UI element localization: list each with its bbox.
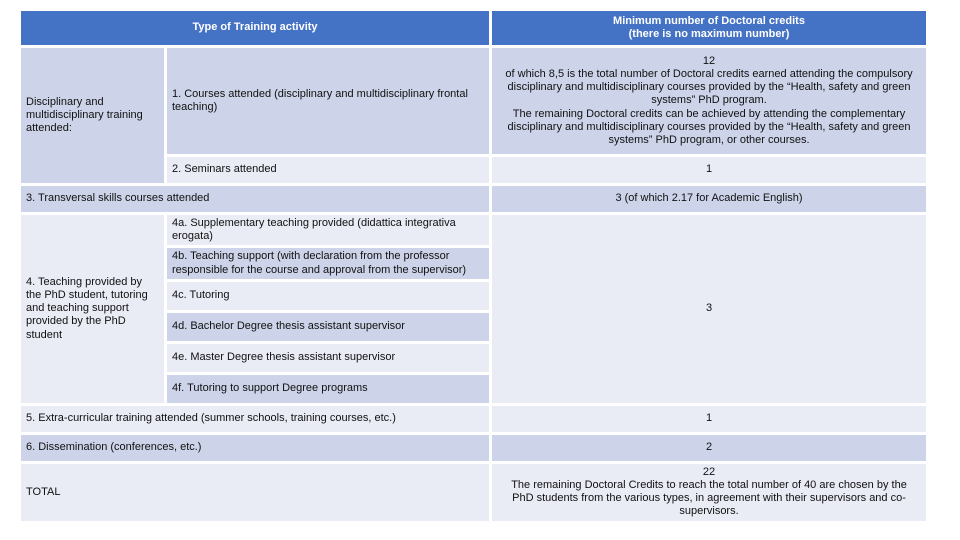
cell-extracurricular-activity: 5. Extra-curricular training attended (summer schools, training courses, etc.) <box>21 406 489 432</box>
header-type-of-training: Type of Training activity <box>21 11 489 45</box>
cell-4d-activity: 4d. Bachelor Degree thesis assistant supervisor <box>167 313 489 341</box>
cell-4b-activity: 4b. Teaching support (with declaration from the professor responsible for the course and approval from the supervisor) <box>167 248 489 278</box>
cell-transversal-activity: 3. Transversal skills courses attended <box>21 186 489 212</box>
cell-courses-credits <box>492 48 926 154</box>
cell-seminars-credits: 1 <box>492 157 926 183</box>
training-credits-table <box>18 8 929 524</box>
cell-group4-credits: 3 <box>492 215 926 403</box>
total-credits-note: The remaining Doctoral Credits to reach the total number of 40 are chosen by the PhD students from the various types, in agreement with their supervisors and co-supervisors. <box>511 478 907 518</box>
cell-seminars-activity: 2. Seminars attended <box>167 157 489 183</box>
row-total <box>21 464 926 521</box>
row-transversal-skills <box>21 186 926 212</box>
cell-4e-activity: 4e. Master Degree thesis assistant supervisor <box>167 344 489 372</box>
cell-total-credits <box>492 464 926 521</box>
cell-group4-label: 4. Teaching provided by the PhD student, tutoring and teaching support provided by the PhD student <box>21 215 164 403</box>
courses-credits-value: 12 <box>702 54 716 67</box>
cell-4f-activity: 4f. Tutoring to support Degree programs <box>167 375 489 403</box>
training-credits-table-container <box>18 8 926 524</box>
cell-dissemination-activity: 6. Dissemination (conferences, etc.) <box>21 435 489 461</box>
cell-4a-activity: 4a. Supplementary teaching provided (didattica integrativa erogata) <box>167 215 489 245</box>
cell-dissemination-credits: 2 <box>492 435 926 461</box>
row-extra-curricular <box>21 406 926 432</box>
row-dissemination <box>21 435 926 461</box>
row-courses-attended <box>21 48 926 154</box>
cell-courses-activity: 1. Courses attended (disciplinary and multidisciplinary frontal teaching) <box>167 48 489 154</box>
cell-transversal-credits: 3 (of which 2.17 for Academic English) <box>492 186 926 212</box>
cell-extracurricular-credits: 1 <box>492 406 926 432</box>
cell-group1-label: Disciplinary and multidisciplinary training attended: <box>21 48 164 183</box>
header-credits-line1: Minimum number of Doctoral credits <box>613 14 805 27</box>
row-supplementary-teaching <box>21 215 926 245</box>
courses-credits-note2: The remaining Doctoral credits can be achieved by attending the complementary disciplinary and multidisciplinary courses provided by the “Health, safety and green systems” PhD program, or other courses. <box>507 107 911 146</box>
total-credits-value: 22 <box>702 465 716 478</box>
cell-total-label: TOTAL <box>21 464 489 521</box>
header-credits-line2: (there is no maximum number) <box>628 28 790 40</box>
cell-4c-activity: 4c. Tutoring <box>167 282 489 310</box>
header-row <box>21 11 926 45</box>
header-doctoral-credits <box>492 11 926 45</box>
courses-credits-note1: of which 8,5 is the total number of Doctoral credits earned attending the compulsory disciplinary and multidisciplinary courses provided by the “Health, safety and green systems” PhD program. <box>505 68 913 107</box>
